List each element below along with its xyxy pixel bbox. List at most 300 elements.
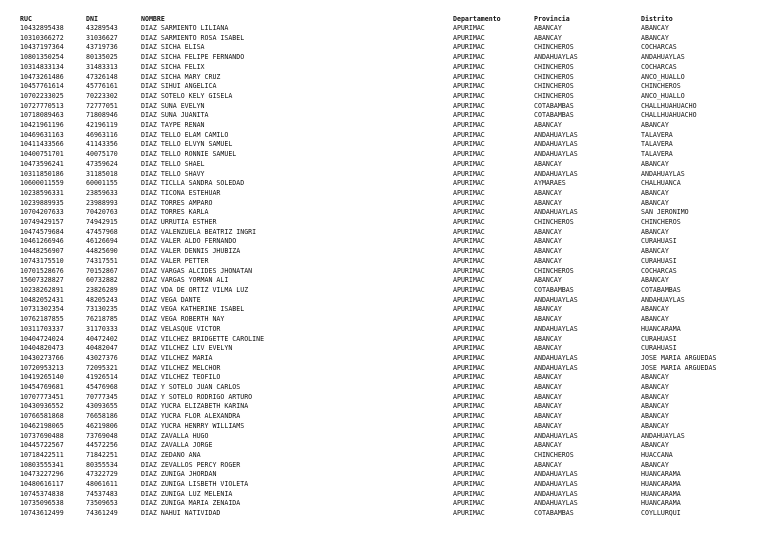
- cell-nombre: DIAZ Y SOTELO RODRIGO ARTURO: [141, 392, 253, 401]
- table-row: [20, 480, 761, 490]
- cell-nombre: DIAZ VILCHEZ BRIDGETTE CAROLINE: [141, 334, 265, 343]
- cell-dni: 60001155: [86, 179, 118, 188]
- table-row: [20, 24, 761, 34]
- cell-provincia: ABANCAY: [534, 373, 562, 382]
- cell-dni: 43719736: [86, 43, 118, 52]
- cell-departamento: APURIMAC: [453, 509, 485, 518]
- cell-departamento: APURIMAC: [453, 140, 485, 149]
- cell-distrito: ANCO_HUALLO: [641, 72, 685, 81]
- cell-dni: 44572256: [86, 441, 118, 450]
- cell-distrito: ABANCAY: [641, 276, 669, 285]
- cell-dni: 80135025: [86, 53, 118, 62]
- cell-provincia: ABANCAY: [534, 315, 562, 324]
- cell-distrito: ABANCAY: [641, 121, 669, 130]
- cell-nombre: DIAZ VDA DE ORTIZ VILMA LUZ: [141, 285, 249, 294]
- table-row: [20, 257, 761, 267]
- header-ruc: RUC: [20, 15, 32, 23]
- table-row: [20, 441, 761, 451]
- cell-provincia: ABANCAY: [534, 392, 562, 401]
- cell-provincia: CHINCHEROS: [534, 266, 574, 275]
- cell-ruc: 10480616117: [20, 480, 64, 489]
- table-row: [20, 121, 761, 131]
- cell-nombre: DIAZ SARMIENTO ROSA ISABEL: [141, 33, 245, 42]
- cell-ruc: 10743612499: [20, 509, 64, 518]
- cell-nombre: DIAZ VEGA DANTE: [141, 295, 201, 304]
- cell-nombre: DIAZ SIHUI ANGELICA: [141, 82, 217, 91]
- cell-distrito: ABANCAY: [641, 412, 669, 421]
- cell-ruc: 10411433566: [20, 140, 64, 149]
- cell-departamento: APURIMAC: [453, 150, 485, 159]
- table-row: [20, 170, 761, 180]
- cell-ruc: 10448256907: [20, 247, 64, 256]
- cell-provincia: ANDAHUAYLAS: [534, 353, 578, 362]
- cell-dni: 23859633: [86, 188, 118, 197]
- cell-nombre: DIAZ TELLO SHAEL: [141, 159, 205, 168]
- cell-dni: 45476968: [86, 383, 118, 392]
- header-nombre: NOMBRE: [141, 15, 165, 23]
- table-row: [20, 208, 761, 218]
- cell-ruc: 10457761614: [20, 82, 64, 91]
- cell-departamento: APURIMAC: [453, 383, 485, 392]
- cell-distrito: CHALHUANCA: [641, 179, 681, 188]
- table-row: [20, 470, 761, 480]
- table-row: [20, 140, 761, 150]
- table-row: [20, 131, 761, 141]
- cell-dni: 31036627: [86, 33, 118, 42]
- cell-distrito: ABANCAY: [641, 33, 669, 42]
- cell-departamento: APURIMAC: [453, 130, 485, 139]
- cell-departamento: APURIMAC: [453, 188, 485, 197]
- cell-ruc: 10421961196: [20, 121, 64, 130]
- cell-nombre: DIAZ VEGA KATHERINE ISABEL: [141, 305, 245, 314]
- cell-provincia: CHINCHEROS: [534, 218, 574, 227]
- cell-dni: 47457968: [86, 227, 118, 236]
- cell-dni: 40075170: [86, 150, 118, 159]
- cell-ruc: 10461266946: [20, 237, 64, 246]
- cell-departamento: APURIMAC: [453, 218, 485, 227]
- cell-dni: 48205243: [86, 295, 118, 304]
- cell-departamento: APURIMAC: [453, 431, 485, 440]
- cell-nombre: DIAZ ZUÑIGA LISBETH VIOLETA: [141, 480, 249, 489]
- cell-nombre: DIAZ TORRES AMPARO: [141, 198, 213, 207]
- cell-departamento: APURIMAC: [453, 373, 485, 382]
- cell-departamento: APURIMAC: [453, 450, 485, 459]
- cell-provincia: ANDAHUAYLAS: [534, 150, 578, 159]
- cell-distrito: ABANCAY: [641, 227, 669, 236]
- cell-ruc: 10314833134: [20, 62, 64, 71]
- table-row: [20, 354, 761, 364]
- cell-dni: 46219806: [86, 421, 118, 430]
- cell-ruc: 10404724024: [20, 334, 64, 343]
- table-row: [20, 325, 761, 335]
- cell-provincia: CHINCHEROS: [534, 450, 574, 459]
- cell-ruc: 10437197364: [20, 43, 64, 52]
- cell-ruc: 10400751701: [20, 150, 64, 159]
- cell-departamento: APURIMAC: [453, 344, 485, 353]
- cell-distrito: ABANCAY: [641, 383, 669, 392]
- cell-dni: 41926514: [86, 373, 118, 382]
- cell-departamento: APURIMAC: [453, 324, 485, 333]
- cell-provincia: ABANCAY: [534, 256, 562, 265]
- cell-provincia: ANDAHUAYLAS: [534, 130, 578, 139]
- cell-nombre: DIAZ SICHA FELIX: [141, 62, 205, 71]
- cell-ruc: 10718089463: [20, 111, 64, 120]
- cell-dni: 31483313: [86, 62, 118, 71]
- cell-ruc: 10718422511: [20, 450, 64, 459]
- cell-distrito: ABANCAY: [641, 305, 669, 314]
- cell-ruc: 10430273766: [20, 353, 64, 362]
- cell-nombre: DIAZ SUÑA JUANITA: [141, 111, 209, 120]
- table-row: [20, 73, 761, 83]
- cell-provincia: ABANCAY: [534, 24, 562, 32]
- cell-ruc: 10720953213: [20, 363, 64, 372]
- cell-departamento: APURIMAC: [453, 363, 485, 372]
- cell-distrito: ABANCAY: [641, 315, 669, 324]
- cell-distrito: ABANCAY: [641, 421, 669, 430]
- cell-dni: 23826289: [86, 285, 118, 294]
- cell-ruc: 10419265140: [20, 373, 64, 382]
- cell-provincia: ABANCAY: [534, 334, 562, 343]
- table-row: [20, 53, 761, 63]
- cell-ruc: 10801350254: [20, 53, 64, 62]
- cell-departamento: APURIMAC: [453, 111, 485, 120]
- cell-distrito: ABANCAY: [641, 441, 669, 450]
- cell-departamento: APURIMAC: [453, 276, 485, 285]
- table-row: [20, 160, 761, 170]
- cell-ruc: 10737690488: [20, 431, 64, 440]
- cell-distrito: ANDAHUAYLAS: [641, 169, 685, 178]
- cell-nombre: DIAZ VEGA ROBERTH NAY: [141, 315, 225, 324]
- cell-nombre: DIAZ URRUTIA ESTHER: [141, 218, 217, 227]
- table-row: [20, 276, 761, 286]
- cell-dni: 71842251: [86, 450, 118, 459]
- cell-ruc: 10707773451: [20, 392, 64, 401]
- cell-departamento: APURIMAC: [453, 179, 485, 188]
- cell-dni: 80355534: [86, 460, 118, 469]
- cell-departamento: APURIMAC: [453, 256, 485, 265]
- cell-departamento: APURIMAC: [453, 247, 485, 256]
- cell-dni: 43027376: [86, 353, 118, 362]
- cell-departamento: APURIMAC: [453, 208, 485, 217]
- cell-provincia: ANDAHUAYLAS: [534, 324, 578, 333]
- cell-dni: 43289543: [86, 24, 118, 32]
- table-row: [20, 335, 761, 345]
- header-provincia: Provincia: [534, 15, 570, 23]
- table-row: [20, 412, 761, 422]
- cell-nombre: DIAZ VILCHEZ LIV EVELYN: [141, 344, 233, 353]
- cell-provincia: CHINCHEROS: [534, 72, 574, 81]
- cell-provincia: ABANCAY: [534, 402, 562, 411]
- cell-nombre: DIAZ SICHA FELIPE FERNANDO: [141, 53, 245, 62]
- cell-provincia: ABANCAY: [534, 460, 562, 469]
- cell-departamento: APURIMAC: [453, 43, 485, 52]
- table-row: [20, 373, 761, 383]
- cell-ruc: 15607328827: [20, 276, 64, 285]
- cell-dni: 40482047: [86, 344, 118, 353]
- cell-provincia: ANDAHUAYLAS: [534, 431, 578, 440]
- table-row: [20, 82, 761, 92]
- cell-nombre: DIAZ ZEDANO ANA: [141, 450, 201, 459]
- cell-dni: 60732882: [86, 276, 118, 285]
- cell-dni: 73509653: [86, 499, 118, 508]
- cell-distrito: HUACCANA: [641, 450, 673, 459]
- cell-nombre: DIAZ VARGAS YORMAN ALI: [141, 276, 229, 285]
- cell-dni: 43093655: [86, 402, 118, 411]
- cell-dni: 45776161: [86, 82, 118, 91]
- cell-dni: 23988993: [86, 198, 118, 207]
- cell-distrito: COTABAMBAS: [641, 285, 681, 294]
- cell-ruc: 10727770513: [20, 101, 64, 110]
- cell-ruc: 10462198065: [20, 421, 64, 430]
- cell-distrito: CHINCHEROS: [641, 82, 681, 91]
- cell-distrito: ABANCAY: [641, 247, 669, 256]
- table-row: [20, 432, 761, 442]
- cell-provincia: ANDAHUAYLAS: [534, 53, 578, 62]
- cell-distrito: ANDAHUAYLAS: [641, 295, 685, 304]
- cell-distrito: ABANCAY: [641, 392, 669, 401]
- cell-nombre: DIAZ VILCHEZ MELCHOR: [141, 363, 221, 372]
- table-row: [20, 461, 761, 471]
- cell-ruc: 10430936552: [20, 402, 64, 411]
- cell-dni: 74537483: [86, 489, 118, 498]
- cell-dni: 73769048: [86, 431, 118, 440]
- cell-provincia: ABANCAY: [534, 33, 562, 42]
- cell-dni: 73130235: [86, 305, 118, 314]
- cell-departamento: APURIMAC: [453, 402, 485, 411]
- cell-provincia: ABANCAY: [534, 441, 562, 450]
- table-row: [20, 267, 761, 277]
- cell-provincia: ABANCAY: [534, 188, 562, 197]
- cell-distrito: JOSE MARIA ARGUEDAS: [641, 353, 717, 362]
- cell-provincia: ABANCAY: [534, 421, 562, 430]
- table-row: [20, 43, 761, 53]
- cell-ruc: 10239889935: [20, 198, 64, 207]
- cell-nombre: DIAZ SICHA ELISA: [141, 43, 205, 52]
- cell-distrito: CURAHUASI: [641, 256, 677, 265]
- cell-ruc: 10238262891: [20, 285, 64, 294]
- cell-distrito: ABANCAY: [641, 198, 669, 207]
- cell-nombre: DIAZ YUCRA ELIZABETH KARINA: [141, 402, 249, 411]
- cell-departamento: APURIMAC: [453, 53, 485, 62]
- header-row: [20, 14, 761, 24]
- cell-ruc: 10474579684: [20, 227, 64, 236]
- cell-dni: 42196119: [86, 121, 118, 130]
- cell-nombre: DIAZ Y SOTELO JUAN CARLOS: [141, 383, 241, 392]
- cell-provincia: CHINCHEROS: [534, 62, 574, 71]
- cell-distrito: TALAVERA: [641, 140, 673, 149]
- cell-dni: 41143356: [86, 140, 118, 149]
- cell-provincia: ANDAHUAYLAS: [534, 363, 578, 372]
- table-row: [20, 451, 761, 461]
- header-distrito: Distrito: [641, 15, 673, 23]
- cell-nombre: DIAZ ZAVALLA JORGE: [141, 441, 213, 450]
- cell-ruc: 10238596331: [20, 188, 64, 197]
- cell-provincia: ABANCAY: [534, 237, 562, 246]
- cell-distrito: ABANCAY: [641, 188, 669, 197]
- cell-provincia: ANDAHUAYLAS: [534, 480, 578, 489]
- cell-departamento: APURIMAC: [453, 101, 485, 110]
- cell-distrito: COCHARCAS: [641, 62, 677, 71]
- cell-dni: 31170333: [86, 324, 118, 333]
- cell-provincia: ABANCAY: [534, 159, 562, 168]
- cell-nombre: DIAZ SOTELO KELY GISELA: [141, 91, 233, 100]
- table-row: [20, 499, 761, 509]
- cell-ruc: 10766581868: [20, 412, 64, 421]
- cell-provincia: CHINCHEROS: [534, 43, 574, 52]
- header-dni: DNI: [86, 15, 98, 23]
- cell-ruc: 10731302354: [20, 305, 64, 314]
- cell-nombre: DIAZ VALER PETTER: [141, 256, 209, 265]
- cell-ruc: 10310366272: [20, 33, 64, 42]
- cell-departamento: APURIMAC: [453, 305, 485, 314]
- cell-provincia: ANDAHUAYLAS: [534, 295, 578, 304]
- table-row: [20, 189, 761, 199]
- table-row: [20, 150, 761, 160]
- cell-provincia: ABANCAY: [534, 121, 562, 130]
- cell-distrito: COCHARCAS: [641, 266, 677, 275]
- table-row: [20, 111, 761, 121]
- table-row: [20, 237, 761, 247]
- cell-departamento: APURIMAC: [453, 480, 485, 489]
- cell-departamento: APURIMAC: [453, 91, 485, 100]
- cell-distrito: SAN JERONIMO: [641, 208, 689, 217]
- cell-ruc: 10803555341: [20, 460, 64, 469]
- cell-departamento: APURIMAC: [453, 169, 485, 178]
- cell-ruc: 10311703337: [20, 324, 64, 333]
- cell-ruc: 10311850186: [20, 169, 64, 178]
- table-row: [20, 344, 761, 354]
- cell-distrito: ABANCAY: [641, 402, 669, 411]
- table-row: [20, 490, 761, 500]
- table-row: [20, 305, 761, 315]
- cell-dni: 71808946: [86, 111, 118, 120]
- cell-distrito: TALAVERA: [641, 130, 673, 139]
- cell-nombre: DIAZ YUCRA FLOR ALEXANDRA: [141, 412, 241, 421]
- cell-nombre: DIAZ VALENZUELA BEATRIZ INGRI: [141, 227, 257, 236]
- cell-ruc: 10482052431: [20, 295, 64, 304]
- cell-departamento: APURIMAC: [453, 499, 485, 508]
- cell-nombre: DIAZ VARGAS ALCIDES JHONATAN: [141, 266, 253, 275]
- cell-dni: 70152867: [86, 266, 118, 275]
- cell-distrito: COYLLURQUI: [641, 509, 681, 518]
- cell-nombre: DIAZ TICLLA SANDRA SOLEDAD: [141, 179, 245, 188]
- cell-nombre: DIAZ TELLO ELAM CAMILO: [141, 130, 229, 139]
- cell-nombre: DIAZ TICONA ESTEHUAR: [141, 188, 221, 197]
- cell-dni: 47359624: [86, 159, 118, 168]
- cell-provincia: ABANCAY: [534, 412, 562, 421]
- table-row: [20, 228, 761, 238]
- cell-nombre: DIAZ ÑAHUI NATIVIDAD: [141, 509, 221, 518]
- cell-ruc: 10454769681: [20, 383, 64, 392]
- cell-distrito: ANDAHUAYLAS: [641, 431, 685, 440]
- cell-dni: 46963116: [86, 130, 118, 139]
- cell-distrito: ABANCAY: [641, 373, 669, 382]
- table-row: [20, 218, 761, 228]
- cell-provincia: ANDAHUAYLAS: [534, 470, 578, 479]
- cell-ruc: 10600011559: [20, 179, 64, 188]
- cell-ruc: 10473261486: [20, 72, 64, 81]
- table-row: [20, 179, 761, 189]
- cell-provincia: ANDAHUAYLAS: [534, 140, 578, 149]
- cell-provincia: ABANCAY: [534, 198, 562, 207]
- cell-nombre: DIAZ TELLO ELVYN SAMUEL: [141, 140, 233, 149]
- cell-departamento: APURIMAC: [453, 24, 485, 32]
- table-row: [20, 509, 761, 519]
- cell-dni: 76658186: [86, 412, 118, 421]
- cell-departamento: APURIMAC: [453, 227, 485, 236]
- cell-ruc: 10432895438: [20, 24, 64, 32]
- cell-departamento: APURIMAC: [453, 159, 485, 168]
- cell-distrito: CURAHUASI: [641, 344, 677, 353]
- cell-dni: 47322729: [86, 470, 118, 479]
- cell-dni: 76218785: [86, 315, 118, 324]
- cell-ruc: 10749429157: [20, 218, 64, 227]
- cell-departamento: APURIMAC: [453, 353, 485, 362]
- cell-departamento: APURIMAC: [453, 421, 485, 430]
- table-row: [20, 247, 761, 257]
- table-row: [20, 402, 761, 412]
- cell-provincia: ABANCAY: [534, 227, 562, 236]
- cell-provincia: ANDAHUAYLAS: [534, 208, 578, 217]
- cell-provincia: ABANCAY: [534, 305, 562, 314]
- cell-departamento: APURIMAC: [453, 392, 485, 401]
- cell-departamento: APURIMAC: [453, 266, 485, 275]
- cell-distrito: HUANCARAMA: [641, 499, 681, 508]
- table-row: [20, 393, 761, 403]
- cell-departamento: APURIMAC: [453, 62, 485, 71]
- cell-provincia: ANDAHUAYLAS: [534, 499, 578, 508]
- table-body: [20, 24, 761, 519]
- cell-distrito: ANDAHUAYLAS: [641, 53, 685, 62]
- cell-provincia: COTABAMBAS: [534, 509, 574, 518]
- cell-nombre: DIAZ VILCHEZ MARIA: [141, 353, 213, 362]
- cell-ruc: 10404820473: [20, 344, 64, 353]
- cell-departamento: APURIMAC: [453, 470, 485, 479]
- cell-distrito: HUANCARAMA: [641, 470, 681, 479]
- cell-ruc: 10762187855: [20, 315, 64, 324]
- records-table: [20, 14, 761, 519]
- cell-provincia: AYMARAES: [534, 179, 566, 188]
- cell-nombre: DIAZ ZUÑIGA JHORDAN: [141, 470, 217, 479]
- table-row: [20, 286, 761, 296]
- cell-departamento: APURIMAC: [453, 72, 485, 81]
- cell-departamento: APURIMAC: [453, 412, 485, 421]
- cell-nombre: DIAZ YUCRA HENRRY WILLIAMS: [141, 421, 245, 430]
- cell-distrito: CHALLHUAHUACHO: [641, 101, 697, 110]
- cell-nombre: DIAZ VALER ALDO FERNANDO: [141, 237, 237, 246]
- cell-distrito: TALAVERA: [641, 150, 673, 159]
- cell-distrito: HUANCARAMA: [641, 489, 681, 498]
- cell-nombre: DIAZ ZUÑIGA MARIA ZENAIDA: [141, 499, 241, 508]
- cell-departamento: APURIMAC: [453, 489, 485, 498]
- cell-distrito: COCHARCAS: [641, 43, 677, 52]
- cell-nombre: DIAZ SICHA MARY CRUZ: [141, 72, 221, 81]
- table-row: [20, 34, 761, 44]
- cell-provincia: ABANCAY: [534, 276, 562, 285]
- cell-provincia: COTABAMBAS: [534, 111, 574, 120]
- cell-distrito: CURAHUASI: [641, 334, 677, 343]
- table-row: [20, 63, 761, 73]
- cell-departamento: APURIMAC: [453, 334, 485, 343]
- cell-ruc: 10735096538: [20, 499, 64, 508]
- table-row: [20, 199, 761, 209]
- cell-dni: 74361249: [86, 509, 118, 518]
- cell-nombre: DIAZ SARMIENTO LILIANA: [141, 24, 229, 32]
- cell-dni: 48061611: [86, 480, 118, 489]
- table-row: [20, 92, 761, 102]
- cell-nombre: DIAZ SUÑA EVELYN: [141, 101, 205, 110]
- cell-ruc: 10469631163: [20, 130, 64, 139]
